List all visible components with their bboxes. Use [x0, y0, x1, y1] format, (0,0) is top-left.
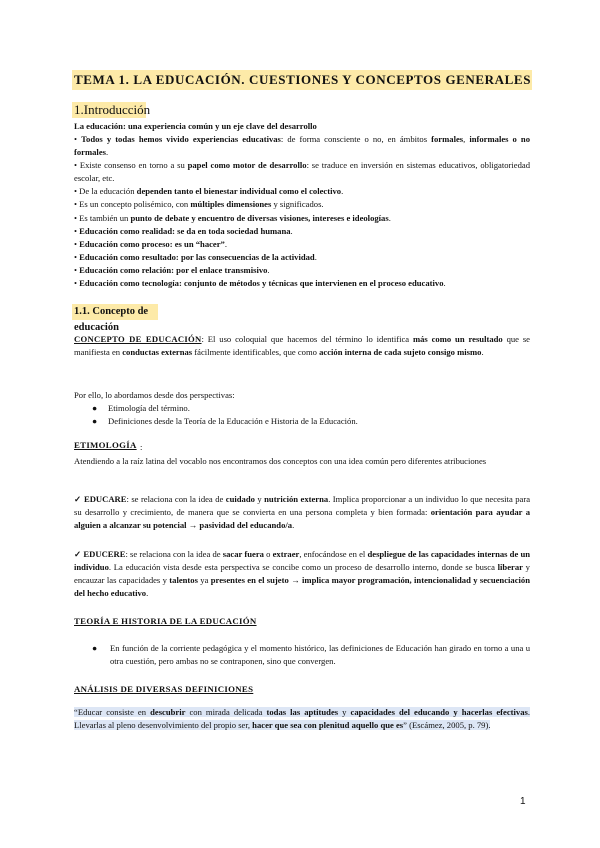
intro-bullet-item [74, 185, 530, 198]
educere-bold-5: talentos [169, 575, 198, 586]
educere-text-5: y encauzar las capacidades y [74, 562, 530, 586]
concepto-bold-2: conductas externas [122, 347, 193, 358]
concepto-text-4: . [481, 347, 484, 358]
educere-bold-3: despliegue de las capacidades internas de un individuo [74, 549, 530, 573]
intro-bullet-text: • [74, 264, 80, 275]
document-title: TEMA 1. LA EDUCACIÓN. CUESTIONES Y CONCEPTOS GENERALES [72, 70, 532, 90]
section-heading-introduccion: 1.Introducción [74, 102, 151, 117]
educare-bold-2: nutrición externa [264, 494, 329, 504]
intro-bullet-bold: informales o no formales [74, 134, 530, 158]
intro-bullet-text: . [341, 186, 344, 197]
educere-text-6: ya [197, 575, 211, 586]
quote-text-3: y [338, 707, 351, 717]
intro-bullet-text: . [105, 147, 109, 158]
teoria-bullet-text: En función de la corriente pedagógica y el momento histórico, las definiciones de Educación han girado en torno a una u otra cuestión, pero ambas no se contraponen, sino que convergen. [110, 643, 530, 667]
intro-bullet-bold: formales [431, 134, 464, 144]
intro-bullet-bold: Educación como proceso: es un “hacer” [79, 238, 225, 249]
quote-text-4: . Llevarlas al pleno desenvolvimiento del propio ser, [74, 707, 530, 731]
perspectivas-intro: Por ello, lo abordamos desde dos perspectivas: [74, 390, 235, 400]
educere-text-3: , enfocándose en el [299, 549, 368, 559]
intro-bullet-bold: Educación como tecnología: conjunto de métodos y técnicas que intervienen en el proceso educativo [79, 278, 444, 289]
educere-bold-4: liberar [497, 562, 523, 573]
bullet-dot-icon: ● [92, 403, 98, 413]
perspectiva-text-2: Definiciones desde la Teoría de la Educación e Historia de la Educación. [108, 416, 358, 426]
concepto-bold-1: más como un resultado [412, 334, 503, 344]
intro-bullet-text: • [74, 225, 80, 236]
intro-bullet-item [74, 225, 530, 238]
intro-bullet-text: • [74, 238, 80, 249]
intro-bullet-item [74, 198, 530, 211]
intro-bullet-text: • Existe consenso en torno a su [74, 160, 188, 171]
intro-bullet-item [74, 251, 530, 264]
intro-bullet-text: • Es también un [74, 212, 131, 223]
educere-bold-2: extraer [272, 549, 300, 559]
intro-bullet-item [74, 133, 530, 159]
educare-text-1: : se relaciona con la idea de [126, 494, 226, 504]
quote-bold-1: descubrir [150, 707, 186, 717]
etimologia-text: Atendiendo a la raíz latina del vocablo nos encontramos dos conceptos con una idea común pero diferentes atribuciones [74, 456, 487, 466]
educere-label: EDUCERE [83, 549, 126, 559]
educare-label: EDUCARE [83, 494, 127, 504]
educere-text-2: o [263, 549, 273, 559]
intro-bullet-text: • [74, 134, 82, 144]
intro-bullet-text: . [388, 212, 391, 223]
analisis-heading: ANÁLISIS DE DIVERSAS DEFINICIONES [74, 684, 254, 694]
quote-bold-4: hacer que sea con plenitud aquello que es [252, 720, 404, 731]
educare-bold-1: cuidado [225, 494, 255, 504]
educere-bold-1: sacar fuera [222, 549, 264, 559]
concepto-paragraph [74, 333, 530, 359]
intro-bullet-text: . [443, 278, 446, 289]
concepto-text-3: fácilmente identificables, que como [192, 347, 320, 358]
teoria-heading: TEORÍA E HISTORIA DE LA EDUCACIÓN [74, 616, 257, 626]
check-icon: ✓ [74, 494, 84, 504]
educere-text-7: . [146, 588, 149, 599]
educare-bold-3: orientación para ayudar a alguien a alcanzar su potencial → pasividad del educando/a [74, 507, 530, 531]
intro-bullet-text: . [314, 251, 317, 262]
quote-bold-2: todas las aptitudes [266, 707, 339, 717]
educare-text-3: . Implica proporcionar a un individuo lo que necesita para su desarrollo y crecimiento, de manera que se convierta en una persona completa y bien formada: [74, 494, 531, 518]
quote-text-1: “Educar consiste en [74, 707, 151, 717]
intro-bullet-bold: Educación como resultado: por las consecuencias de la actividad [79, 251, 315, 262]
intro-bullet-item [74, 238, 530, 251]
quote-bold-3: capacidades del educando y hacerlas efectivas [350, 707, 528, 717]
educere-paragraph [74, 548, 530, 600]
perspectiva-item [92, 415, 522, 428]
intro-bullet-bold: Todos y todas hemos vivido experiencias educativas [81, 134, 281, 144]
intro-bullet-bold: Educación como realidad: se da en toda sociedad humana [79, 225, 291, 236]
perspectiva-item [92, 402, 522, 415]
intro-bullet-text: . [267, 264, 270, 275]
educere-text-4: . La educación vista desde esta perspectiva se concibe como un proceso de desarrollo interno, donde se busca [108, 562, 498, 573]
intro-bullet-text: y significados. [271, 199, 324, 210]
concepto-label: CONCEPTO DE EDUCACIÓN [74, 334, 202, 344]
intro-bullet-bold: punto de debate y encuentro de diversas visiones, intereses e ideologías [130, 212, 389, 223]
intro-bullet-text: • [74, 278, 80, 289]
intro-subheading: La educación: una experiencia común y un eje clave del desarrollo [74, 121, 317, 131]
intro-bullet-bold: papel como motor de desarrollo [187, 160, 307, 171]
intro-bullet-text: , [463, 134, 470, 144]
quote-text-2: con mirada delicada [185, 707, 267, 717]
etimologia-colon: : [140, 442, 143, 452]
educere-text-1: : se relaciona con la idea de [125, 549, 223, 559]
perspectiva-text-1: Etimología del término. [108, 403, 190, 413]
analisis-quote [74, 706, 530, 732]
intro-bullet-item [74, 159, 530, 185]
intro-bullet-text: . [224, 238, 228, 249]
concepto-text-1: : El uso coloquial que hacemos del término lo identifica [201, 334, 413, 344]
intro-bullet-item [74, 264, 530, 277]
bullet-dot-icon: ● [92, 643, 98, 653]
etimologia-label: ETIMOLOGÍA [74, 440, 137, 450]
intro-bullet-text: • [74, 251, 80, 262]
intro-bullet-item [74, 277, 530, 290]
educere-bold-6: presentes en el sujeto → implica mayor programación, intencionalidad y secuenciación del hecho educativo [74, 575, 530, 599]
etimologia-heading [74, 440, 137, 450]
section-heading-concepto: 1.1. Concepto de educación [72, 304, 158, 320]
educare-text-2: y [254, 494, 265, 504]
concepto-bold-3: acción interna de cada sujeto consigo mismo [319, 347, 482, 358]
intro-bullet-bold: Educación como relación: por el enlace transmisivo [79, 264, 268, 275]
concepto-text-2: que se manifiesta en [74, 334, 531, 358]
page-number: 1 [520, 796, 526, 807]
teoria-bullet [92, 642, 530, 668]
intro-bullet-item [74, 212, 530, 225]
bullet-dot-icon: ● [92, 416, 98, 426]
educare-text-4: . [292, 520, 295, 531]
intro-bullet-text: : de forma consciente o no, en ámbitos [280, 134, 432, 144]
intro-bullet-text: . [290, 225, 293, 236]
check-icon: ✓ [74, 549, 84, 559]
intro-bullet-text: • Es un concepto polisémico, con [74, 199, 191, 210]
intro-bullet-bold: múltiples dimensiones [190, 199, 272, 210]
quote-text-5: ” (Escámez, 2005, p. 79). [403, 720, 491, 731]
intro-bullet-bold: dependen tanto el bienestar individual como el colectivo [136, 186, 342, 197]
educare-paragraph [74, 493, 530, 532]
intro-bullet-text: • De la educación [74, 186, 137, 197]
intro-bullet-text: : se traduce en inversión en sistemas educativos, obligatoriedad escolar, etc. [74, 160, 530, 184]
intro-bullet-list [74, 133, 530, 290]
